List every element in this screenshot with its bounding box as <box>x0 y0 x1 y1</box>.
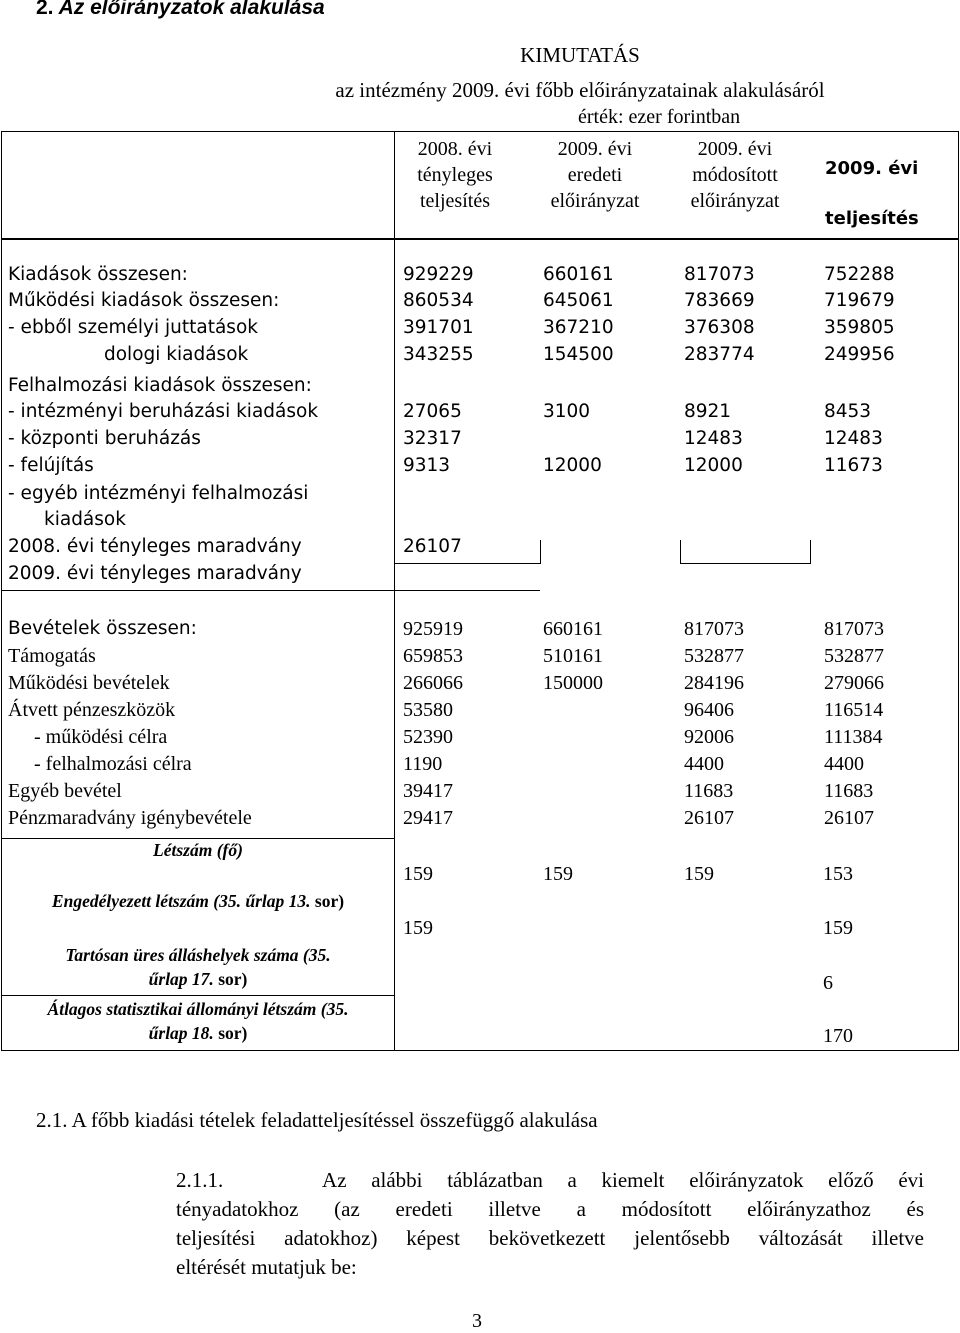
headcount-row2-2009-actual: 159 <box>823 917 853 939</box>
expense-row-label: kiadások <box>44 509 126 530</box>
revenue-2009-actual: 26107 <box>824 807 874 829</box>
headcount-vacant-label-2: űrlap 17. sor) <box>148 969 248 989</box>
revenue-row-label: Egyéb bevétel <box>8 780 122 802</box>
revenue-2008-actual: 52390 <box>403 726 453 748</box>
report-title: KIMUTATÁS <box>520 43 640 67</box>
expense-2009-modified: 12000 <box>684 455 743 476</box>
revenue-2009-modified: 4400 <box>684 753 724 775</box>
expense-row-label: Felhalmozási kiadások összesen: <box>8 375 312 396</box>
headcount-approved-2008: 159 <box>403 863 433 885</box>
expense-2009-actual: 8453 <box>824 401 872 422</box>
revenue-2008-actual: 53580 <box>403 699 453 721</box>
revenue-2009-actual: 817073 <box>824 618 884 640</box>
revenue-row-label: - működési célra <box>34 726 168 748</box>
revenue-row-label: Pénzmaradvány igénybevétele <box>8 807 252 829</box>
expense-2009-modified: 783669 <box>684 290 755 311</box>
revenue-2009-modified: 284196 <box>684 672 744 694</box>
expense-2009-actual: 11673 <box>824 455 883 476</box>
section-heading <box>36 0 325 20</box>
expense-row-label: - intézményi beruházási kiadások <box>8 401 319 422</box>
expense-2009-modified: 283774 <box>684 344 755 365</box>
revenue-2009-modified: 817073 <box>684 618 744 640</box>
expense-2008-actual: 26107 <box>403 536 462 557</box>
revenue-2008-actual: 29417 <box>403 807 453 829</box>
expense-2008-actual: 9313 <box>403 455 451 476</box>
subsection-number: 2.1. <box>36 1108 68 1132</box>
expense-row-label: dologi kiadások <box>104 344 249 365</box>
expense-2009-modified: 817073 <box>684 264 755 285</box>
revenue-2009-actual: 4400 <box>824 753 864 775</box>
column-header-2009-actual-year: 2009. évi <box>825 158 919 179</box>
revenue-row-label: Átvett pénzeszközök <box>8 699 176 721</box>
expense-2008-actual: 27065 <box>403 401 462 422</box>
headcount-vacant-2009-actual: 6 <box>823 972 833 994</box>
revenue-2008-actual: 39417 <box>403 780 453 802</box>
revenue-2009-modified: 92006 <box>684 726 734 748</box>
paragraph-number: 2.1.1. <box>176 1168 224 1192</box>
expense-2009-actual: 12483 <box>824 428 883 449</box>
revenue-2009-original: 510161 <box>543 645 603 667</box>
expense-2009-modified: 12483 <box>684 428 743 449</box>
expense-row-label: Kiadások összesen: <box>8 264 188 285</box>
expense-2009-modified: 376308 <box>684 317 755 338</box>
revenue-row-label: Bevételek összesen: <box>8 618 197 639</box>
expense-2009-original: 645061 <box>543 290 614 311</box>
expense-2009-actual: 249956 <box>824 344 895 365</box>
headcount-approved-label: Engedélyezett létszám (35. űrlap 13. sor) <box>51 891 345 911</box>
expense-row-label: - ebből személyi juttatások <box>8 317 258 338</box>
column-header-2009-actual-label: teljesítés <box>825 208 919 229</box>
expense-2008-actual: 391701 <box>403 317 474 338</box>
headcount-average-label: Átlagos statisztikai állományi létszám (35. <box>47 999 349 1019</box>
expense-row-label: Működési kiadások összesen: <box>8 290 280 311</box>
revenue-2008-actual: 659853 <box>403 645 463 667</box>
headcount-average-label-2: űrlap 18. sor) <box>148 1023 248 1043</box>
headcount-title: Létszám (fő) <box>153 840 243 860</box>
revenue-row-label: - felhalmozási célra <box>34 753 192 775</box>
subsection-title: A főbb kiadási tételek feladatteljesítéssel összefüggő alakulása <box>71 1108 598 1132</box>
expense-2008-actual: 860534 <box>403 290 474 311</box>
headcount-vacant-label: Tartósan üres álláshelyek száma (35. <box>65 945 331 965</box>
expense-2009-modified: 8921 <box>684 401 732 422</box>
expense-row-label: - központi beruházás <box>8 428 201 449</box>
headcount-approved-2009-modified: 159 <box>684 863 714 885</box>
headcount-row2-2008: 159 <box>403 917 433 939</box>
revenue-2009-original: 150000 <box>543 672 603 694</box>
revenue-row-label: Működési bevételek <box>8 672 170 694</box>
expense-2009-actual: 752288 <box>824 264 895 285</box>
column-header-2008-actual: 2008. évi tényleges teljesítés <box>417 138 493 212</box>
headcount-average-2009-actual: 170 <box>823 1025 853 1047</box>
expense-2009-original: 12000 <box>543 455 602 476</box>
expense-row-label: - egyéb intézményi felhalmozási <box>8 483 309 504</box>
expense-row-label: 2009. évi tényleges maradvány <box>8 563 302 584</box>
revenue-2009-modified: 96406 <box>684 699 734 721</box>
report-subtitle: az intézmény 2009. évi főbb előirányzatainak alakulásáról <box>335 78 825 102</box>
subsection-heading <box>36 1108 598 1133</box>
revenue-2009-actual: 11683 <box>824 780 874 802</box>
expense-2008-actual: 32317 <box>403 428 462 449</box>
revenue-2009-original: 660161 <box>543 618 603 640</box>
revenue-2009-actual: 532877 <box>824 645 884 667</box>
revenue-row-label: Támogatás <box>8 645 96 667</box>
unit-label: érték: ezer forintban <box>578 106 741 128</box>
expense-2008-actual: 343255 <box>403 344 474 365</box>
expense-2009-original: 154500 <box>543 344 614 365</box>
revenue-2009-actual: 111384 <box>824 726 883 748</box>
column-header-2009-original: 2009. évi eredeti előirányzat <box>550 138 640 212</box>
revenue-2009-modified: 26107 <box>684 807 734 829</box>
headcount-approved-2009-actual: 153 <box>823 863 853 885</box>
headcount-approved-2009-original: 159 <box>543 863 573 885</box>
expense-2009-original: 3100 <box>543 401 591 422</box>
column-header-2009-modified: 2009. évi módosított előirányzat <box>690 138 780 212</box>
revenue-2008-actual: 1190 <box>403 753 443 775</box>
expense-2009-original: 367210 <box>543 317 614 338</box>
page-number: 3 <box>472 1310 482 1332</box>
expense-row-label: - felújítás <box>8 455 94 476</box>
section-number: 2. <box>36 0 54 19</box>
revenue-2008-actual: 925919 <box>403 618 463 640</box>
expense-row-label: 2008. évi tényleges maradvány <box>8 536 302 557</box>
expense-2009-actual: 359805 <box>824 317 895 338</box>
expense-2008-actual: 929229 <box>403 264 474 285</box>
revenue-2009-actual: 116514 <box>824 699 884 721</box>
expense-2009-actual: 719679 <box>824 290 895 311</box>
revenue-2008-actual: 266066 <box>403 672 463 694</box>
expense-2009-original: 660161 <box>543 264 614 285</box>
revenue-2009-modified: 532877 <box>684 645 744 667</box>
revenue-2009-modified: 11683 <box>684 780 734 802</box>
revenue-2009-actual: 279066 <box>824 672 884 694</box>
section-title: Az előirányzatok alakulása <box>58 0 325 19</box>
body-paragraph: 2.1.1. Az alábbi táblázatban a kiemelt előirányzatok előző évi tényadatokhoz (az eredeti illetve a módosított előirányzathoz és teljesítési adatokhoz) képest bekövetkezett jelentősebb változását illetve eltérését mutatjuk be: <box>176 1168 924 1279</box>
